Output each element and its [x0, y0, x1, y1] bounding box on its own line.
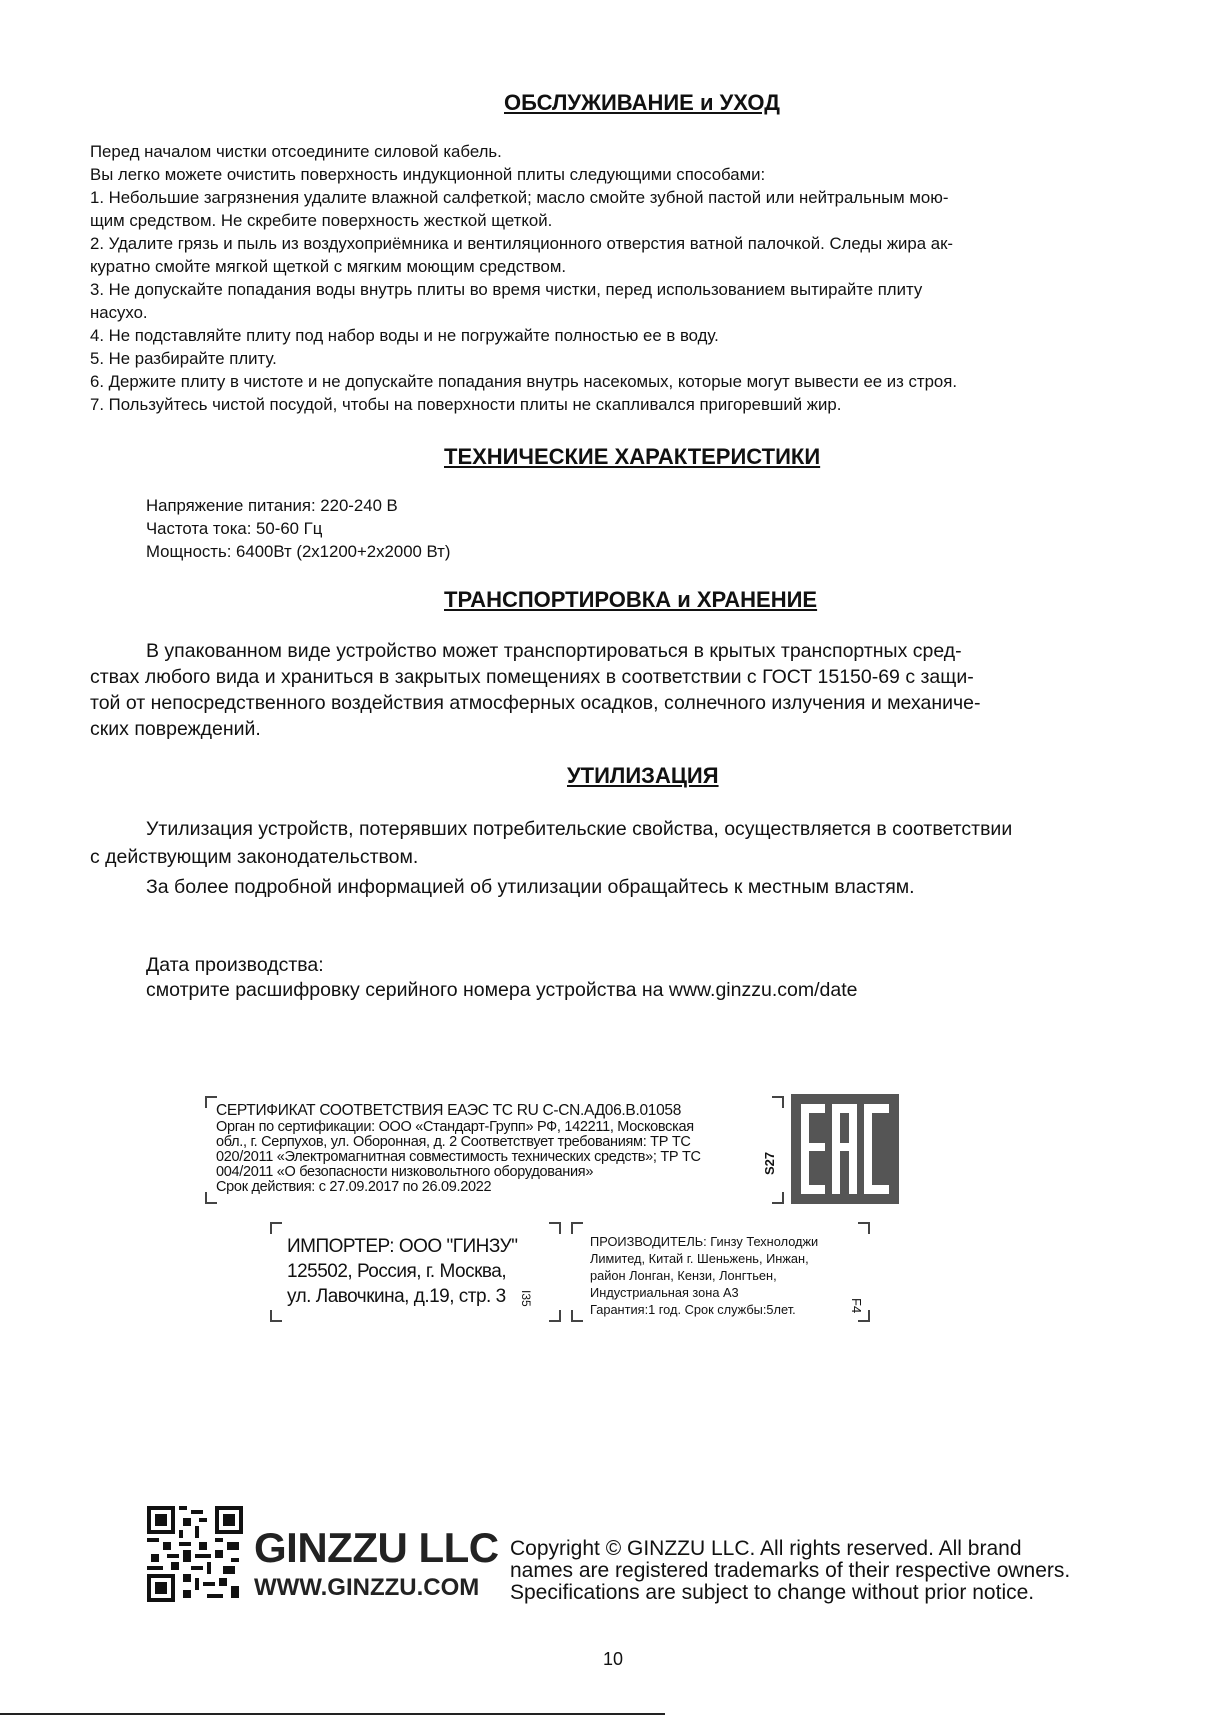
- copyright-line: names are registered trademarks of their respective owners.: [510, 1559, 1071, 1582]
- list-item: куратно смойте мягкой щеткой с мягким моющим средством.: [90, 257, 567, 276]
- manufacturer-line: Индустриальная зона А3: [590, 1285, 739, 1300]
- paragraph-line: В упакованном виде устройство может транспортироваться в крытых транспортных сред-: [146, 640, 962, 662]
- bracket-bottom-right: [772, 1192, 784, 1204]
- list-item: 2. Удалите грязь и пыль из воздухоприёмника и вентиляционного отверстия ватной палочкой. Следы жира ак-: [90, 234, 954, 253]
- specs-heading: ТЕХНИЧЕСКИЕ ХАРАКТЕРИСТИКИ: [444, 444, 821, 469]
- certificate-line: 020/2011 «Электромагнитная совместимость технических средств»; ТР ТС: [216, 1149, 701, 1165]
- bottom-divider: [0, 1713, 665, 1715]
- bracket-bottom-right: [549, 1310, 561, 1322]
- certificate-line: Срок действия: с 27.09.2017 по 26.09.2022: [216, 1179, 492, 1195]
- certificate-line: Орган по сертификации: ООО «Стандарт-Групп» РФ, 142211, Московская: [216, 1119, 694, 1135]
- bracket-bottom-left: [571, 1310, 583, 1322]
- copyright-line: Specifications are subject to change without prior notice.: [510, 1581, 1035, 1604]
- list-item: Вы легко можете очистить поверхность индукционной плиты следующими способами:: [90, 165, 766, 184]
- paragraph-line: той от непосредственного воздействия атмосферных осадков, солнечного излучения и механиче-: [90, 692, 981, 714]
- spec-voltage: Напряжение питания: 220-240 В: [146, 496, 398, 515]
- list-item: 3. Не допускайте попадания воды внутрь плиты во время чистки, перед использованием вытирайте плиту: [90, 280, 923, 299]
- bracket-top-left: [571, 1222, 583, 1234]
- importer-line: 125502, Россия, г. Москва,: [287, 1261, 507, 1282]
- list-item: Перед началом чистки отсоедините силовой кабель.: [90, 142, 502, 161]
- list-item: 6. Держите плиту в чистоте и не допускайте попадания внутрь насекомых, которые могут вывести ее из строя.: [90, 372, 958, 391]
- manufacturer-code: F4: [849, 1298, 864, 1314]
- importer-line: ул. Лавочкина, д.19, стр. 3: [287, 1286, 506, 1307]
- eac-mark-icon: [791, 1094, 899, 1204]
- page-number: 10: [603, 1649, 624, 1669]
- spec-power: Мощность: 6400Вт (2x1200+2x2000 Вт): [146, 542, 451, 561]
- brand-website: WWW.GINZZU.COM: [254, 1574, 480, 1601]
- list-item: 5. Не разбирайте плиту.: [90, 349, 277, 368]
- manufacturer-line: Лимитед, Китай г. Шеньжень, Инжан,: [590, 1251, 809, 1266]
- list-item: щим средством. Не скребите поверхность жесткой щеткой.: [90, 211, 553, 230]
- paragraph-line: ских повреждений.: [90, 718, 261, 740]
- list-item: 1. Небольшие загрязнения удалите влажной салфеткой; масло смойте зубной пастой или нейтральным мою-: [90, 188, 949, 207]
- disposal-heading: УТИЛИЗАЦИЯ: [567, 763, 719, 788]
- certificate-line: 004/2011 «О безопасности низковольтного оборудования»: [216, 1164, 594, 1180]
- paragraph-line: с действующим законодательством.: [90, 846, 419, 868]
- paragraph-line: ствах любого вида и храниться в закрытых помещениях в соответствии с ГОСТ 15150-69 с защи-: [90, 666, 974, 688]
- qr-code-icon: [147, 1506, 243, 1602]
- importer-code: I35: [519, 1290, 533, 1307]
- bracket-top-right: [549, 1222, 561, 1234]
- certificate-code: S27: [762, 1151, 777, 1175]
- maintenance-heading: ОБСЛУЖИВАНИЕ и УХОД: [504, 90, 780, 115]
- bracket-bottom-left: [270, 1310, 282, 1322]
- transport-heading: ТРАНСПОРТИРОВКА и ХРАНЕНИЕ: [444, 587, 818, 612]
- paragraph-line: Утилизация устройств, потерявших потребительские свойства, осуществляется в соответствии: [146, 818, 1013, 840]
- importer-line: ИМПОРТЕР: ООО "ГИНЗУ": [287, 1236, 518, 1257]
- manufacturer-line: район Лонган, Кензи, Лонгтьен,: [590, 1268, 777, 1283]
- bracket-top-right: [858, 1222, 870, 1234]
- copyright-line: Copyright © GINZZU LLC. All rights reserved. All brand: [510, 1537, 1022, 1560]
- production-date-label: Дата производства:: [146, 954, 324, 976]
- list-item: 4. Не подставляйте плиту под набор воды и не погружайте полностью ее в воду.: [90, 326, 719, 345]
- manufacturer-line: Гарантия:1 год. Срок службы:5лет.: [590, 1302, 796, 1317]
- bracket-top-right: [772, 1096, 784, 1108]
- list-item: насухо.: [90, 303, 148, 322]
- certificate-line: обл., г. Серпухов, ул. Оборонная, д. 2 Соответствует требованиям: ТР ТС: [216, 1134, 691, 1150]
- brand-name: GINZZU LLC: [254, 1524, 499, 1571]
- list-item: 7. Пользуйтесь чистой посудой, чтобы на поверхности плиты не скапливался пригоревший жир.: [90, 395, 842, 414]
- bracket-top-left: [270, 1222, 282, 1234]
- manufacturer-line: ПРОИЗВОДИТЕЛЬ: Гинзу Технолоджи: [590, 1234, 819, 1249]
- paragraph-line: За более подробной информацией об утилизации обращайтесь к местным властям.: [146, 876, 915, 898]
- certificate-line: СЕРТИФИКАТ СООТВЕТСТВИЯ ЕАЭС TC RU C-CN.АД06.B.01058: [216, 1102, 682, 1119]
- spec-frequency: Частота тока: 50-60 Гц: [146, 519, 323, 538]
- production-date-text: смотрите расшифровку серийного номера устройства на www.ginzzu.com/date: [146, 979, 858, 1001]
